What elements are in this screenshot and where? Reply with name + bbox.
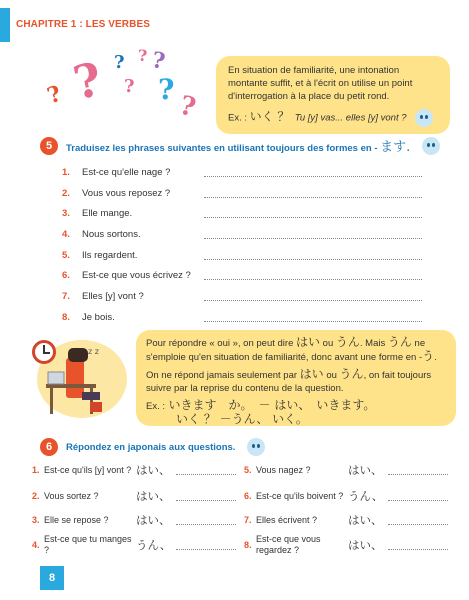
answer-line[interactable] [388,466,448,475]
item-answer-start: はい、 [348,513,383,527]
list-item [244,462,448,478]
list-item [62,307,422,328]
note-intonation-example [228,109,440,127]
item-answer-start: うん、 [348,489,384,503]
smiley-icon [422,137,440,155]
note-oui-paragraph-2 [146,368,448,395]
item-number: 1. [62,166,70,178]
item-text: Vous vous reposez ? [82,187,171,199]
list-item [244,488,448,504]
question-marks-illustration: ? ? ? ? ? ? ? ? [43,46,199,124]
example-line-1: いきます か。 － はい、 いきます。 [168,398,376,412]
answer-line[interactable] [388,516,448,525]
exercise-5-number: 5 [40,137,58,155]
person-at-desk-icon [28,336,124,420]
example-label: Ex. : [146,401,166,412]
chapter-title: CHAPITRE 1 : LES VERBES [16,19,150,30]
answer-line[interactable] [176,492,236,501]
exercise-5-list [62,162,422,328]
item-answer-start: はい、 [136,489,171,503]
item-number: 2. [62,187,70,199]
list-item [62,203,422,224]
exercise-6-number: 6 [40,438,58,456]
item-text: Ils regardent. [82,249,138,261]
item-text: Je bois. [82,311,115,323]
answer-line[interactable] [204,271,422,280]
item-answer-start: うん、 [136,538,172,552]
jp-hai: はい [299,367,324,381]
list-item [32,534,236,556]
answer-line[interactable] [204,251,422,260]
list-item [32,512,236,528]
answer-line[interactable] [204,189,422,198]
text: ou [322,338,334,349]
smiley-icon [415,109,433,127]
smiley-icon [247,438,265,456]
note-intonation [216,56,450,134]
svg-text:z z: z z [88,347,99,356]
list-item [244,512,448,528]
list-item [62,183,422,204]
note-oui-paragraph-1 [146,336,448,364]
item-question: Vous sortez ? [44,490,99,501]
text: On ne répond jamais seulement par [146,370,298,381]
item-question: Est-ce qu'ils [y] vont ? [44,464,132,475]
example-japanese: いく ？ [249,109,290,124]
jp-un: うん [339,367,364,381]
item-number: 7. [62,290,70,302]
item-text: Elles [y] vont ? [82,290,144,302]
item-answer-start: はい、 [136,513,171,527]
sleeping-student-illustration [28,336,124,420]
example-translation: Tu [y] vas... elles [y] vont ? [294,112,407,124]
exercise-6-title: Répondez en japonais aux questions. [66,441,236,453]
exercise-5-title [66,136,410,155]
item-text: Nous sortons. [82,228,141,240]
exercise-5-title-text: Traduisez les phrases suivantes en utilisant toujours des formes en - [66,143,378,154]
item-number: 7. [244,515,252,525]
list-item [62,286,422,307]
item-answer-start: はい、 [136,463,171,477]
item-number: 3. [32,515,40,525]
list-item [32,488,236,504]
example-label: Ex. : [228,112,248,124]
jp-un: うん [387,335,412,349]
answer-line[interactable] [388,492,448,501]
chapter-tab [0,8,10,42]
item-number: 6. [244,491,252,501]
text: ne s'emploie qu'en situation de familiarité, donc avant une forme en - [146,338,426,363]
exercise-6-header [40,438,265,456]
item-question: Elle se repose ? [44,514,109,525]
answer-line[interactable] [176,541,236,550]
item-number: 5. [244,465,252,475]
text: ou [326,370,337,381]
answer-line[interactable] [204,168,422,177]
item-text: Est-ce que vous écrivez ? [82,270,191,282]
answer-line[interactable] [176,516,236,525]
answer-line[interactable] [204,313,422,322]
answer-line[interactable] [204,292,422,301]
note-intonation-text: En situation de familiarité, une intonation montante suffit, et à l'écrit on utilise un point d'interrogation à la place du petit rond. [228,65,413,102]
item-number: 6. [62,270,70,282]
item-question: Est-ce que tu manges ? [44,534,132,555]
item-number: 4. [62,228,70,240]
item-number: 8. [244,540,252,550]
note-oui-example [146,399,448,426]
list-item [62,265,422,286]
item-question: Est-ce que vous regardez ? [256,534,321,555]
item-question: Elles écrivent ? [256,514,318,525]
item-number: 5. [62,249,70,261]
example-line-2: いく ？ －うん、 いく。 [176,412,308,426]
item-text: Est-ce qu'elle nage ? [82,166,171,178]
list-item [244,534,448,556]
item-number: 8. [62,311,70,323]
jp-un: うん [335,335,360,349]
item-answer-start: はい、 [348,463,383,477]
item-question: Est-ce qu'ils boivent ? [256,490,344,501]
answer-line[interactable] [204,209,422,218]
exercise-5-header [40,136,440,155]
item-number: 3. [62,208,70,220]
text: . [434,352,437,363]
answer-line[interactable] [176,466,236,475]
answer-line[interactable] [204,230,422,239]
list-item [62,224,422,245]
jp-hai: はい [296,335,321,349]
item-number: 2. [32,491,40,501]
exercise-5-title-jp: ます. [380,140,411,155]
item-number: 4. [32,540,40,550]
item-question: Vous nagez ? [256,464,311,475]
list-item [32,462,236,478]
text: . Mais [359,338,386,349]
text: Pour répondre « oui », on peut dire [146,338,294,349]
note-oui-usage [136,330,456,426]
item-text: Elle mange. [82,208,133,220]
text: , on fait toujours suivre par la reprise du contenu de la question. [146,370,432,394]
item-number: 1. [32,465,40,475]
list-item [62,245,422,266]
page-number: 8 [40,566,64,590]
item-answer-start: はい、 [348,538,383,552]
list-item [62,162,422,183]
jp-u: う [422,349,435,363]
answer-line[interactable] [388,541,448,550]
